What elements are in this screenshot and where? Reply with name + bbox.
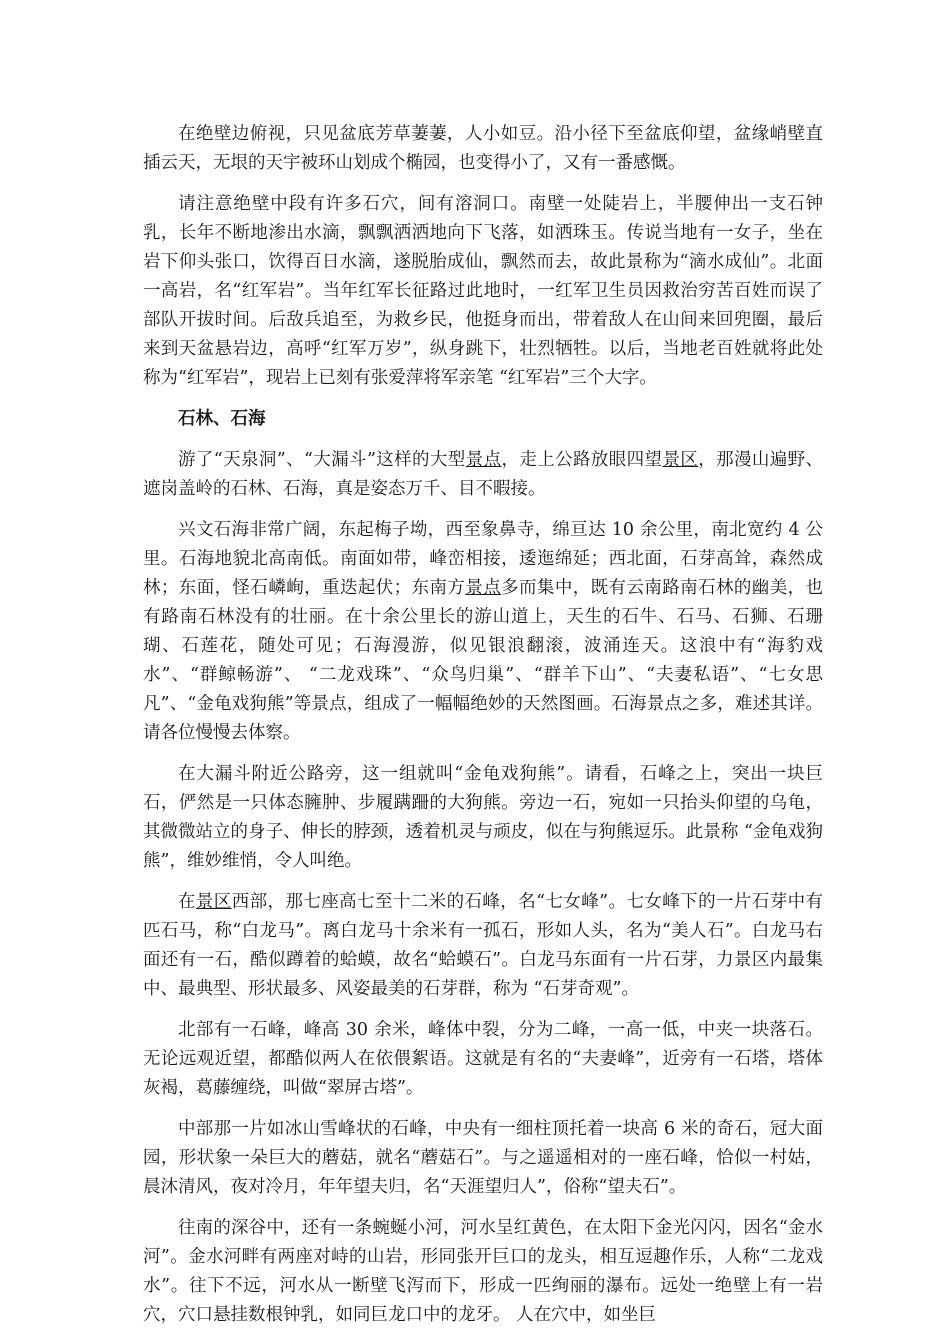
- body-paragraph: [143, 1016, 823, 1103]
- text-segment: 北部有一石峰，峰高 30 余米，峰体中裂，分为二峰，一高一低，中夹一块落石。 无论远观近望，都酷似两人在依偎絮语。这就是有名的“夫妻峰”，近旁有一石塔，塔体灰褐，葛藤缠绕，叫做“翠屏古塔”。: [143, 1020, 823, 1098]
- body-paragraph: [143, 888, 823, 1004]
- text-segment: 在绝壁边俯视，只见盆底芳草萋萋，人小如豆。沿小径下至盆底仰望，盆缘峭壁直插云天，无垠的天宇被环山划成个椭园，也变得小了，又有一番感慨。: [143, 124, 823, 173]
- text-segment: 在: [178, 892, 196, 912]
- document-body: [143, 120, 823, 1342]
- text-segment: 西部，那七座高七至十二米的石峰，名“七女峰”。七女峰下的一片石芽中有匹石马，称“白龙马”。离白龙马十余米有一孤石，形如人头，名为“美人石”。白龙马右面还有一石，酷似蹲着的蛤蟆，故名“蛤蟆石”。白龙马东面有一片石芽，力景区内最集中、最典型、形状最多、风姿最美的石芽群，称为 “石芽奇观”。: [143, 892, 824, 999]
- text-segment: ，走上公路放眼四望: [501, 450, 663, 470]
- body-paragraph: [143, 1214, 823, 1330]
- body-paragraph: [143, 446, 823, 504]
- text-segment: 往南的深谷中，还有一条蜿蜒小河，河水呈红黄色，在太阳下金光闪闪，因名“金水河”。金水河畔有两座对峙的山岩，形同张开巨口的龙头，相互逗趣作乐，人称“二龙戏水”。往下不远，河水从一断壁飞泻而下，形成一匹绚丽的瀑布。远处一绝壁上有一岩穴，穴口悬挂数根钟乳，如同巨龙口中的龙牙。 人在穴中，如坐巨: [143, 1218, 823, 1325]
- text-segment: 游了“天泉洞”、“大漏斗”这样的大型: [178, 450, 466, 470]
- text-segment: 请注意绝壁中段有许多石穴，间有溶洞口。南壁一处陡岩上，半腰伸出一支石钟乳，长年不断地渗出水滴，飘飘洒洒地向下飞落，如洒珠玉。传说当地有一女子，坐在岩下仰头张口，饮得百日水滴，遂脱胎成仙，飘然而去，故此景称为“滴水成仙”。北面一高岩，名“红军岩”。当年红军长征路过此地时，一红军卫生员因救治穷苦百姓而误了部队开拔时间。后敌兵追至，为救乡民，他挺身而出，带着敌人在山间来回兜圈，最后来到天盆悬岩边，高呼“红军万岁”，纵身跳下，壮烈牺牲。以后，当地老百姓就将此处称为“红军岩”，现岩上已刻有张爱萍将军亲笔 “红军岩”三个大字。: [143, 194, 823, 388]
- body-paragraph: [143, 760, 823, 876]
- body-paragraph: [143, 1115, 823, 1202]
- text-segment: ，那漫山遍野、遮岗盖岭的石林、石海，真是姿态万千、目不暇接。: [143, 450, 824, 499]
- text-segment: 多而集中，既有云南路南石林的幽美，也有路南石林没有的壮丽。在十余公里长的游山道上，天生的石牛、石马、石狮、石珊瑚、石莲花，随处可见；石海漫游，似见银浪翻滚，波涌连天。这浪中有“海豹戏水”、“群鲸畅游”、 “二龙戏珠”、“众鸟归巢”、“群羊下山”、“夫妻私语”、“七女思凡”、“金龟戏狗熊”等景点，组成了一幅幅绝妙的天然图画。石海景点之多，难述其详。 请各位慢慢去体察。: [143, 578, 824, 743]
- body-paragraph: [143, 516, 823, 748]
- body-paragraph: [143, 190, 823, 393]
- text-segment: 兴文石海非常广阔，东起梅子坳，西至象鼻寺，绵亘达 10 余公里，南北宽约 4 公里。石海地貌北高南低。南面如带，峰峦相接，逶迤绵延；西北面，石芽高耸，森然成林；东面，怪石嶙峋，重迭起伏；东南方: [143, 520, 823, 598]
- section-heading: [143, 405, 823, 434]
- text-segment: 中部那一片如冰山雪峰状的石峰，中央有一细柱顶托着一块高 6 米的奇石，冠大面园，形状象一朵巨大的蘑菇，就名“蘑菇石”。与之遥遥相对的一座石峰，恰似一村姑，晨沐清风，夜对冷月，年年望夫归，名“天涯望归人”，俗称“望夫石”。: [143, 1119, 823, 1197]
- underlined-term: 景点: [465, 578, 502, 598]
- underlined-term: 景区: [662, 450, 699, 470]
- underlined-term: 景点: [465, 450, 502, 470]
- underlined-term: 景区: [195, 892, 232, 912]
- body-paragraph: [143, 120, 823, 178]
- text-segment: 石林、石海: [178, 409, 266, 429]
- text-segment: 在大漏斗附近公路旁，这一组就叫“金龟戏狗熊”。请看，石峰之上，突出一块巨石，俨然是一只体态臃肿、步履蹒跚的大狗熊。旁边一石，宛如一只抬头仰望的乌龟，其微微站立的身子、伸长的脖颈，透着机灵与顽皮，似在与狗熊逗乐。此景称 “金龟戏狗熊”，维妙维悄，令人叫绝。: [143, 764, 823, 871]
